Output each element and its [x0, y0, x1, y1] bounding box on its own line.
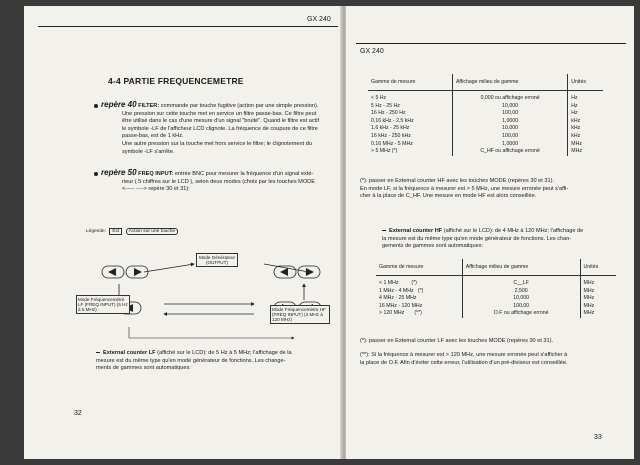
repere-40-label: repère 40 [101, 100, 137, 109]
t1-h0: Gamme de mesure [368, 74, 452, 91]
bullet-icon [94, 104, 98, 108]
table-row [376, 288, 616, 296]
r50-line-1: rieur ( 5 chiffres sur le LCD ), selon deux modes (choix par les touches MODE [122, 178, 315, 185]
t1-r4-c0: 1,6 kHz - 25 kHz [371, 125, 410, 132]
left-header-rule [38, 26, 338, 27]
table-row [368, 148, 603, 156]
t1-r1-c2: Hz [568, 103, 603, 111]
t2-r3-c1: 100,00 [462, 303, 580, 311]
repere-40-paragraph [94, 101, 339, 156]
t1-r4-c2: kHz [568, 125, 603, 133]
filter-label: FILTER: [138, 103, 160, 109]
r40-line-1: Une pression sur cette touche met en service un filtre passe-bas. Ce filtre peut [122, 110, 317, 117]
t1-h2: Unités [568, 74, 603, 91]
t1-r3-c0: 0,16 kHz - 2,5 kHz [371, 117, 414, 124]
note-lf-switch: (*): passer en External counter LF avec les touches MODE (repères 30 et 31). [360, 338, 554, 344]
legend-desc: Action sur une touche [126, 228, 178, 235]
note1-line-2: cher à la place de C_HF. Une mesure en mode HF est alors conseillée. [360, 193, 537, 200]
note3-line-1: la place de O.F. Afin d'éviter cette erreur, l'utilisation d'un pré-diviseur est conseillée. [360, 359, 568, 366]
table-row [368, 141, 603, 149]
r40-line-2: être utilisé dans le cas d'une mesure d'un signal "bruité". Quand le filtre est actif [122, 118, 320, 125]
t1-r2-c0: 16 Hz - 250 Hz [371, 110, 406, 117]
bullet-icon [94, 172, 98, 176]
t2-r1-c2: MHz [580, 288, 616, 296]
ext-lf-title: External counter LF [103, 350, 156, 356]
t1-r6-c1: 1,0000 [452, 141, 567, 149]
t1-r0-c0: < 5 Hz [371, 95, 387, 101]
t2-r2-c2: MHz [580, 295, 616, 303]
dash-icon [96, 352, 100, 353]
r40-line-6: symbole -LF s'arrête. [122, 148, 175, 155]
mode-hf-box: Mode Fréquencemètre HF (FREQ INPUT) (4 MHz à 120 MHz) [270, 305, 330, 324]
t1-r6-c0: 0,16 MHz - 5 MHz [371, 140, 413, 147]
diagram-legend [86, 229, 178, 234]
table-row [368, 125, 603, 133]
r40-line-4: passe-bas, est de 1 kHz. [122, 133, 184, 140]
left-page-number: 32 [74, 410, 82, 417]
mode-generator-box: Mode Générateur (OUTPUT) [196, 253, 238, 267]
lf-range-table [368, 74, 603, 156]
table-row [376, 276, 616, 288]
mode-lf-box: Mode Fréquencemètre LF (FREQ INPUT) (5 Hz à 5 MHz) [76, 295, 130, 314]
legend-key: Ext [109, 228, 122, 235]
t2-r0-c0: < 1 MHz (*) [379, 280, 417, 286]
t1-r2-c1: 100,00 [452, 110, 567, 118]
external-counter-lf-paragraph [96, 350, 341, 373]
repere-50-paragraph [94, 169, 339, 194]
ext-hf-title: External counter HF [389, 228, 443, 234]
r50-line-0: entrée BNC pour mesurer la fréquence d'un signal exté- [174, 171, 314, 177]
t2-r2-c1: 10,000 [462, 295, 580, 303]
t1-r7-c0: > 5 MHz (*) [371, 148, 398, 155]
t2-r1-c0: 1 MHz - 4 MHz (*) [379, 287, 424, 294]
right-header-rule [356, 43, 626, 44]
right-header: GX 240 [360, 48, 384, 55]
ext-lf-line-1: mesure est du même type qu'en mode générateur de fonctions. Les change- [96, 357, 286, 364]
table-row [368, 91, 603, 103]
t2-r2-c0: 4 MHz - 25 MHz [379, 295, 417, 302]
left-page [24, 6, 344, 459]
t1-r1-c1: 10,000 [452, 103, 567, 111]
repere-50-label: repère 50 [101, 168, 137, 177]
t2-r3-c2: MHz [580, 303, 616, 311]
t2-r3-c0: 16 MHz - 120 MHz [379, 302, 423, 309]
note-hf-overflow [360, 352, 630, 367]
t1-r1-c0: 5 Hz - 25 Hz [371, 102, 400, 109]
r40-line-0: commande par touche fugitive (action par une simple pression). [160, 103, 319, 109]
table-row [376, 295, 616, 303]
t1-r4-c1: 10,000 [452, 125, 567, 133]
t2-r0-c2: MHz [580, 276, 616, 288]
r40-line-5: Une autre pression sur la touche met hors service le filtre; le clignotement du [122, 140, 312, 147]
t1-r7-c1: C_HF ou affichage erroné [452, 148, 567, 156]
t1-h1: Affichage milieu de gamme [452, 74, 567, 91]
t2-h2: Unités [580, 259, 616, 276]
right-page [346, 6, 634, 459]
table-row [376, 303, 616, 311]
t1-r6-c2: MHz [568, 141, 603, 149]
t1-r5-c1: 100,00 [452, 133, 567, 141]
ext-hf-line-0: (affiché sur le LCD): de 4 MHz à 120 MHz; l'affichage de [443, 228, 584, 234]
dash-icon [382, 230, 386, 231]
table-row [368, 118, 603, 126]
r50-line-2: <----- ----> repère 30 et 31): [122, 186, 190, 193]
section-title: 4-4 PARTIE FREQUENCEMETRE [108, 76, 244, 86]
hf-range-table [376, 259, 616, 318]
legend-label: Légende: [86, 229, 107, 234]
t1-r0-c1: 0,000 ou affichage erroné [452, 91, 567, 103]
table-row [368, 110, 603, 118]
r40-line-3: le symbole -LF de l'afficheur LCD clignote. La fréquence de coupure de ce filtre [122, 125, 318, 132]
ext-lf-line-0: (affiché sur le LCD): de 5 Hz à 5 MHz; l'affichage de la [157, 350, 292, 356]
t2-h0: Gamme de mesure [376, 259, 462, 276]
note1-line-1: En mode LF, si la fréquence à mesurer est > 5 MHz, une mesure erronée peut s'affi- [360, 185, 569, 192]
ext-lf-line-2: ments de gammes sont automatiques: [96, 365, 191, 372]
right-page-number: 33 [594, 434, 602, 441]
t2-r0-c1: C__LF [462, 276, 580, 288]
t1-r0-c2: Hz [568, 91, 603, 103]
t2-h1: Affichage milieu de gamme [462, 259, 580, 276]
t2-r4-c0: > 120 MHz (**) [379, 310, 422, 317]
table-row [376, 310, 616, 318]
note3-line-0: (**): Si la fréquence à mesurer est > 120 MHz, une mesure erronée peut s'afficher à [360, 352, 568, 358]
ext-hf-line-2: gements de gammes sont automatiques: [382, 243, 484, 250]
left-header: GX 240 [307, 16, 331, 23]
external-counter-hf-paragraph [382, 228, 628, 251]
t1-r2-c2: Hz [568, 110, 603, 118]
note-lf-overflow [360, 178, 630, 201]
freq-input-label: FREQ INPUT: [138, 171, 174, 177]
t1-r5-c0: 16 kHz - 250 kHz [371, 132, 411, 139]
ext-hf-line-1: la mesure est du même type qu'en mode générateur de fonctions. Les chan- [382, 235, 572, 242]
t2-r1-c1: 2,500 [462, 288, 580, 296]
t1-r5-c2: kHz [568, 133, 603, 141]
t2-r4-c1: O.F ou affichage erroné [462, 310, 580, 318]
note1-line-0: (*): passer en External counter HF avec les touches MODE (repères 30 et 31). [360, 178, 555, 184]
t1-r7-c2: MHz [568, 148, 603, 156]
table-row [368, 133, 603, 141]
t2-r4-c2: MHz [580, 310, 616, 318]
table-row [368, 103, 603, 111]
t1-r3-c2: kHz [568, 118, 603, 126]
t1-r3-c1: 1,0000 [452, 118, 567, 126]
